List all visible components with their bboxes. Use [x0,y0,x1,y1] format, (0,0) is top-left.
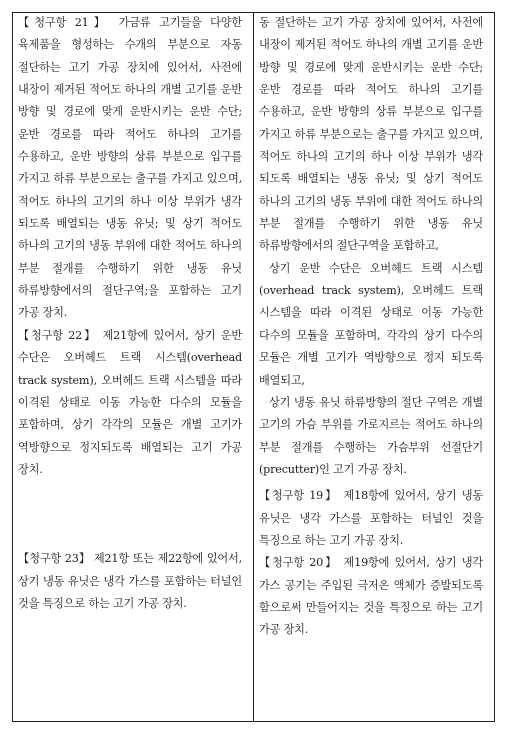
claim-23: 【청구항 23】 제21항 또는 제22항에 있어서, 상기 냉동 유닛은 냉각 가스를 포함하는 터널인 것을 특징으로 하는 고기 가공 장치. [18,552,242,610]
claim-22: 【청구항 22】 제21항에 있어서, 상기 운반 수단은 오버헤드 트랙 시스템(overhead track system), 오버헤드 트랙 시스템을 따라 이격된 상태로 이동 가능한 다수의 모듈을 포함하며, 상기 각각의 모듈은 개별 고기가 역방향으로 정지되도록 배열되는 고기 가공 장치. [18,328,242,476]
left-column [18,12,242,615]
claim-20: 【청구항 20】 제19항에 있어서, 상기 냉각 가스 공기는 주입된 극저온 액체가 증발되도록 함으로써 만들어지는 것을 특징으로 하는 고기 가공 장치. [259,556,483,637]
right-column [259,12,483,642]
blank-space [18,481,242,548]
claim-24-paragraph-2: 상기 운반 수단은 오버헤드 트랙 시스템(overhead track system), 오버헤드 트랙 시스템을 따라 이격된 상태로 이동 가능한 다수의 모듈을 포함하며, 각각의 상기 다수의 모듈은 개별 고기가 역방향으로 정지 되도록 배열되고, [259,261,483,387]
claim-21: 【청구항 21】 가금류 고기들을 다양한 육제품을 형성하는 수개의 부분으로 자동 절단하는 고기 가공 장치에 있어서, 사전에 내장이 제거된 적어도 하나의 개별 고기를 운반 방향 및 경로에 맞게 운반시키는 운반 수단; 운반 경로를 따라 적어도 하나의 고기를 수용하고, 운반 방향의 상류 부분으로 입구를 가지고 하류 부분으로는 출구를 가지고 있으며, 적어도 하나의 고기의 하나 이상 부위가 냉각 되도록 배열되는 냉동 유닛; 및 상기 적어도 하나의 고기의 냉동 부위에 대한 적어도 하나의 부분 절개를 수행하기 위한 냉동 유닛 하류방향에서의 절단구역;을 포함하는 고기 가공 장치. [18,16,242,320]
claim-24-paragraph-3: 상기 냉동 유닛 하류방향의 절단 구역은 개별 고기의 가슴 부위를 가로지르는 적어도 하나의 부분 절개를 수행하는 가슴부위 선절단기(precutter)인 고기 가공 장치. [259,395,483,476]
claim-19: 【청구항 19】 제18항에 있어서, 상기 냉동 유닛은 냉각 가스를 포함하는 터널인 것을 특징으로 하는 고기 가공 장치. [259,489,483,547]
column-divider [253,12,254,722]
claim-24-paragraph-1: 동 절단하는 고기 가공 장치에 있어서, 사전에 내장이 제거된 적어도 하나의 개별 고기를 운반 방향 및 경로에 맞게 운반시키는 운반 수단; 운반 경로를 따라 적어도 하나의 고기를 수용하고, 운반 방향의 상류 부분으로 입구를 가지고 하류 부분으로는 출구를 가지고 있으며, 적어도 하나의 고기의 하나 이상 부위가 냉각 되도록 배열되는 냉동 유닛; 및 상기 적어도 하나의 고기의 냉동 부위에 대한 적어도 하나의 부분 절개를 수행하기 위한 냉동 유닛 하류방향에서의 절단구역을 포함하고, [259,16,483,253]
